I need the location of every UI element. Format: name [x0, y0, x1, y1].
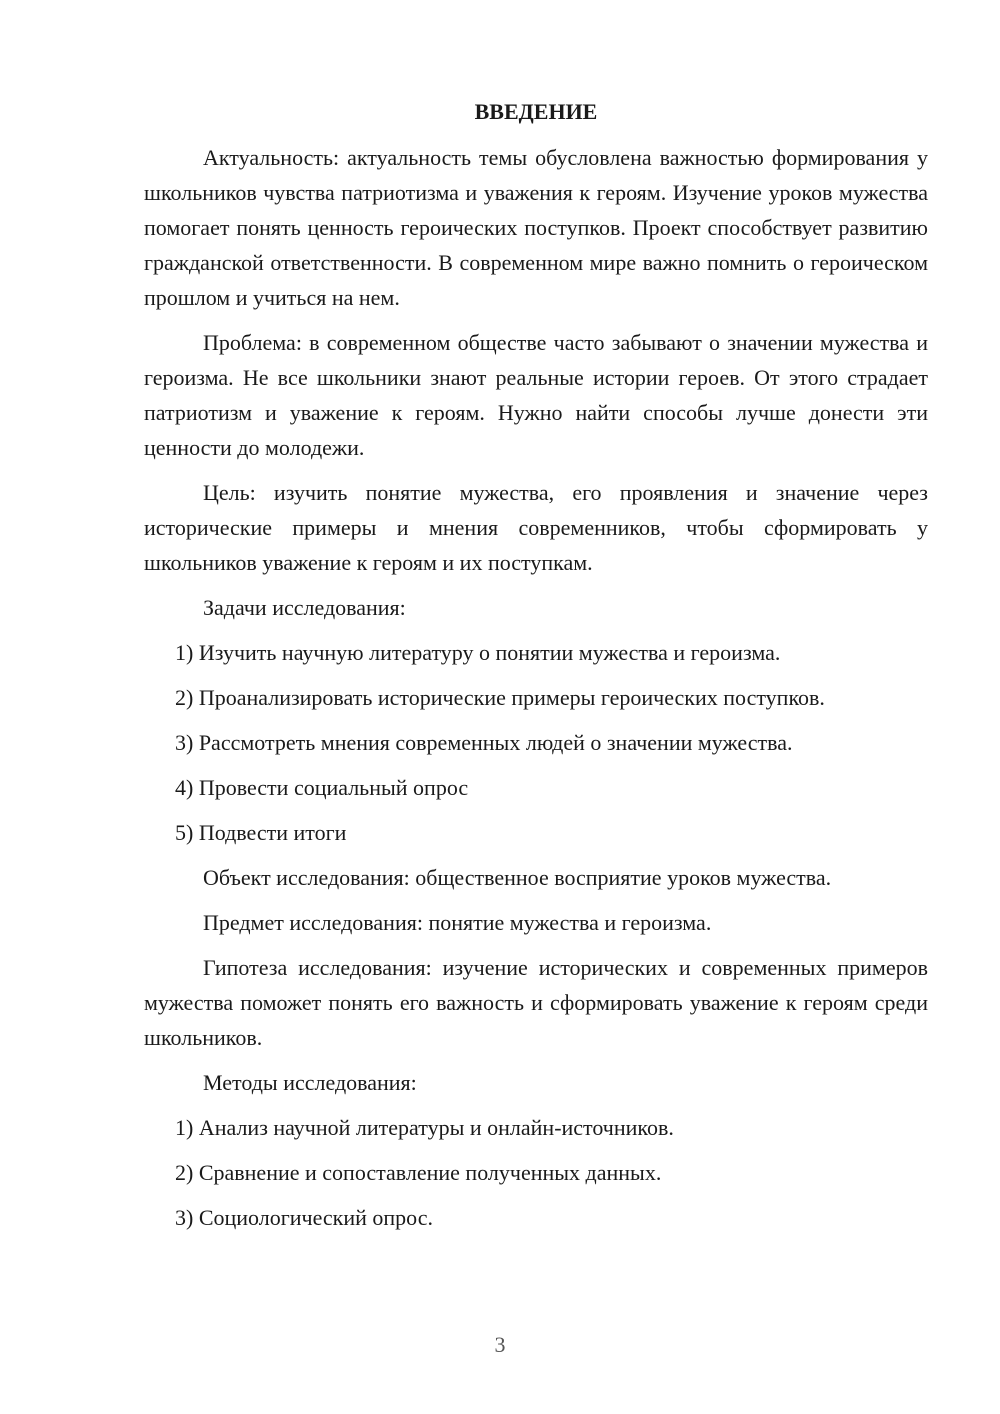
- research-subject: Предмет исследования: понятие мужества и героизма.: [203, 910, 712, 935]
- task-item: 3) Рассмотреть мнения современных людей о значении мужества.: [175, 730, 793, 755]
- task-item: 2) Проанализировать исторические примеры героических поступков.: [175, 685, 825, 710]
- research-object: Объект исследования: общественное восприятие уроков мужества.: [203, 865, 832, 890]
- tasks-heading: Задачи исследования:: [203, 595, 406, 620]
- page-content: [144, 96, 928, 1245]
- method-item: 2) Сравнение и сопоставление полученных данных.: [175, 1160, 662, 1185]
- method-item: 1) Анализ научной литературы и онлайн-источников.: [175, 1115, 674, 1140]
- methods-heading: Методы исследования:: [203, 1070, 417, 1095]
- task-item: 4) Провести социальный опрос: [175, 775, 469, 800]
- relevance-paragraph: Актуальность: актуальность темы обусловлена важностью формирования у школьников чувства патриотизма и уважения к героям. Изучение уроков мужества помогает понять ценность героических поступков. Проект способствует развитию гражданской ответственности. В современном мире важно помнить о героическом прошлом и учиться на нем.: [144, 145, 928, 310]
- hypothesis-paragraph: Гипотеза исследования: изучение исторических и современных примеров мужества поможет понять его важность и сформировать уважение к героям среди школьников.: [144, 955, 928, 1050]
- task-item: 5) Подвести итоги: [175, 820, 347, 845]
- method-item: 3) Социологический опрос.: [175, 1205, 433, 1230]
- problem-paragraph: Проблема: в современном обществе часто забывают о значении мужества и героизма. Не все школьники знают реальные истории героев. От этого страдает патриотизм и уважение к героям. Нужно найти способы лучше донести эти ценности до молодежи.: [144, 330, 928, 460]
- page-number: 3: [494, 1332, 506, 1357]
- task-item: 1) Изучить научную литературу о понятии мужества и героизма.: [175, 640, 781, 665]
- goal-paragraph: Цель: изучить понятие мужества, его проявления и значение через исторические примеры и мнения современников, чтобы сформировать у школьников уважение к героям и их поступкам.: [144, 480, 928, 575]
- section-title: ВВЕДЕНИЕ: [474, 99, 598, 124]
